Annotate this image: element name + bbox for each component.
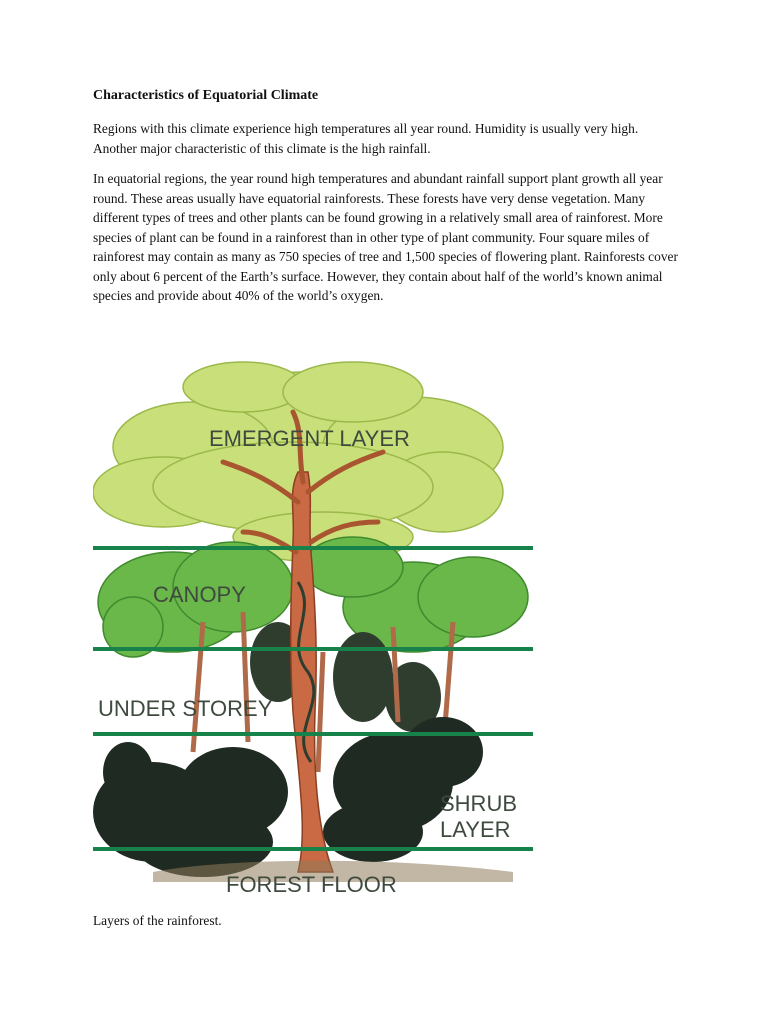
shrub-foliage xyxy=(93,717,483,877)
document-heading: Characteristics of Equatorial Climate xyxy=(93,88,319,103)
label-forest-floor: FOREST FLOOR xyxy=(226,872,397,897)
label-shrub-line1: SHRUB xyxy=(440,791,518,816)
rainforest-layers-figure xyxy=(93,352,533,900)
label-canopy: CANOPY xyxy=(153,582,246,607)
paragraph-rainforest: In equatorial regions, the year round high temperatures and abundant rainfall support plant growth all year round. These areas usually have equatorial rainforests. These forests have very dense vegetation. Many different types of trees and other plants can be found growing in a relatively small area of rainforest. More species of plant can be found in a rainforest than in other type of plant community. Four square miles of rainforest may contain as many as 750 species of tree and 1,500 species of flowering plant. Rainforests cover only about 6 percent of the Earth’s surface. However, they contain about half of the world’s known animal species and provide about 40% of the world’s oxygen. xyxy=(93,171,678,303)
rainforest-illustration xyxy=(93,352,533,900)
figure-caption: Layers of the rainforest. xyxy=(93,913,222,928)
label-under-storey: UNDER STOREY xyxy=(98,696,273,721)
label-shrub-line2: LAYER xyxy=(440,817,511,842)
label-emergent-layer: EMERGENT LAYER xyxy=(209,426,410,451)
paragraph-intro: Regions with this climate experience high temperatures all year round. Humidity is usually very high. Another major characteristic of this climate is the high rainfall. xyxy=(93,121,639,156)
